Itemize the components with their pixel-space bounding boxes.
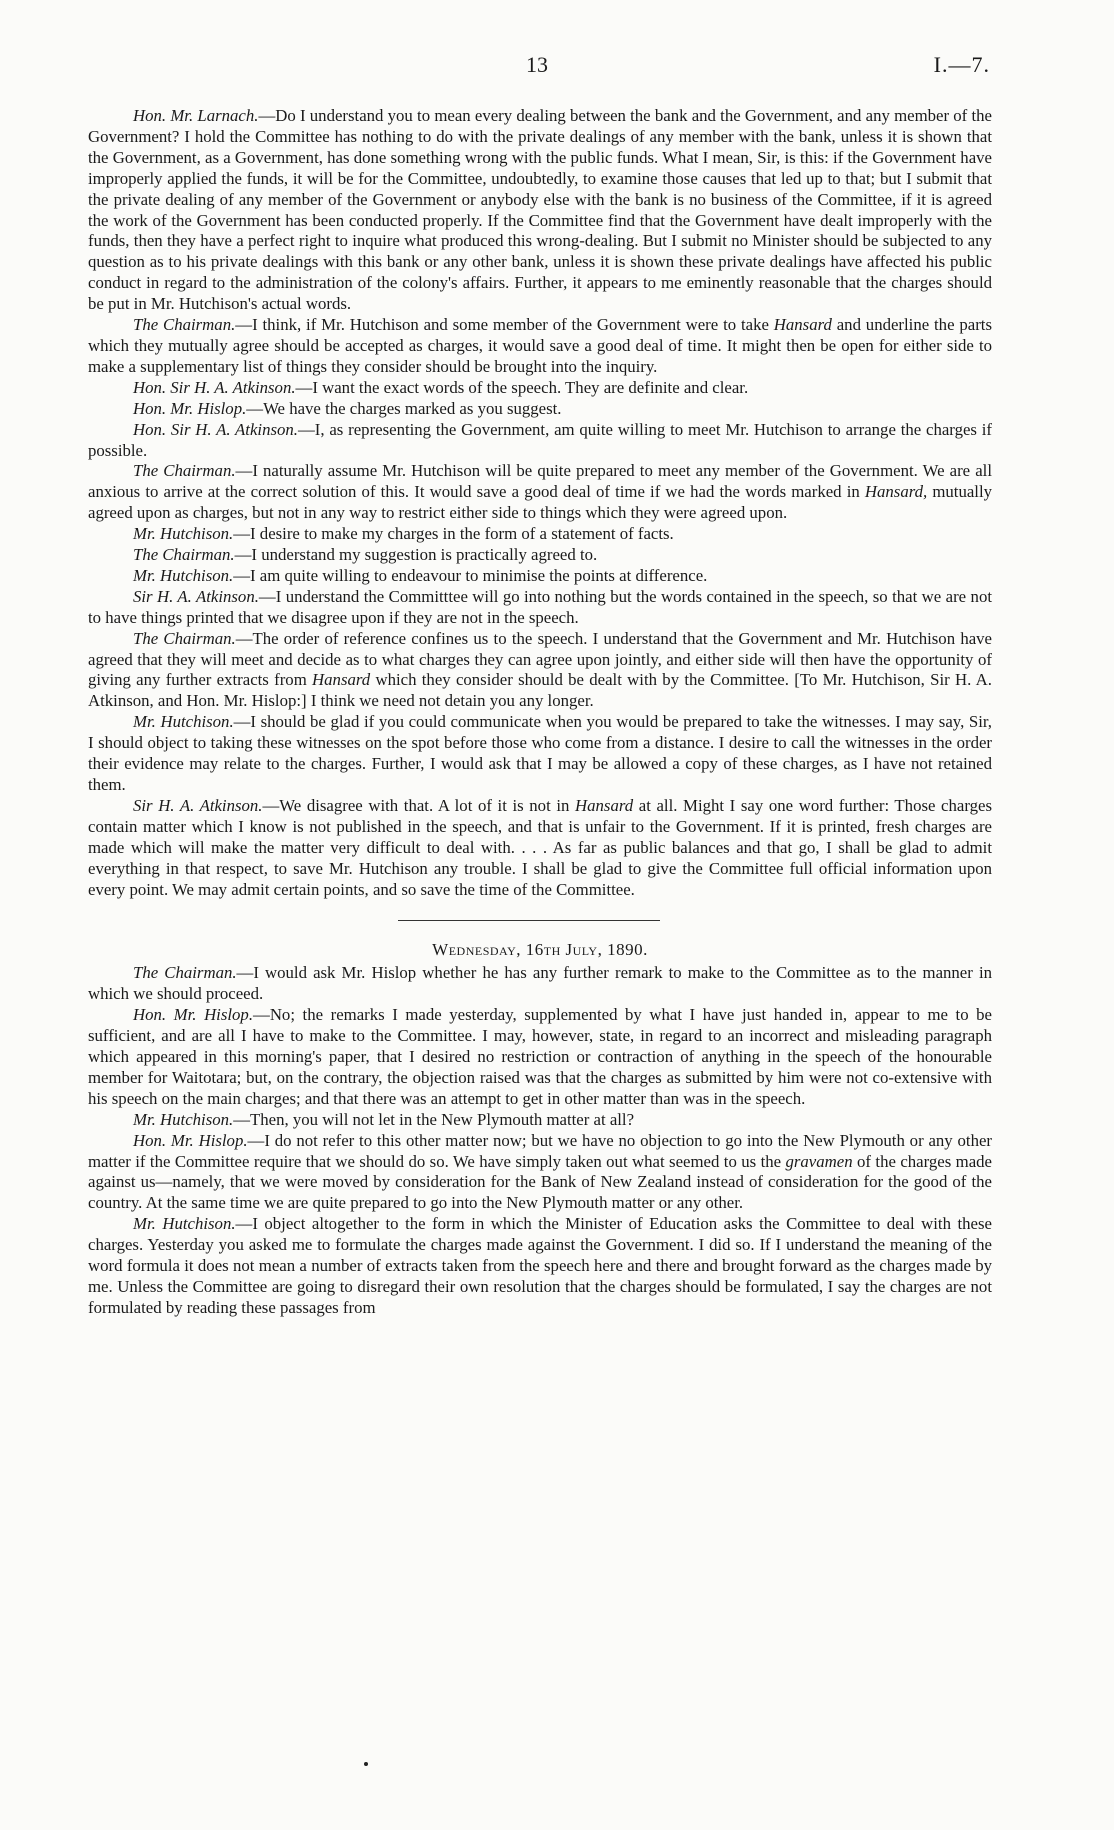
paragraph xyxy=(88,378,992,399)
speech-text: —I do not refer to this other matter now; but we have no objection to go into the New Plymouth or any other matter if the Committee require that we should do so. We have simply taken out what seemed to us the xyxy=(88,1130,993,1171)
paragraph xyxy=(88,461,992,524)
paragraph xyxy=(88,712,992,796)
paragraph xyxy=(88,629,992,713)
speech-text: —I naturally assume Mr. Hutchison will be quite prepared to meet any member of the Government. We are all anxious to arrive at the correct solution of this. It would save a good deal of time if we had the words marked in xyxy=(88,461,993,502)
speech-text: —I understand my suggestion is practically agreed to. xyxy=(234,545,598,565)
paragraph xyxy=(88,1214,992,1319)
speaker-name: The Chairman. xyxy=(133,545,235,565)
speaker-name: Hon. Mr. Larnach. xyxy=(133,106,259,125)
italic-term: Hansard, xyxy=(864,482,928,502)
speaker-name: The Chairman. xyxy=(133,315,236,335)
paragraph xyxy=(88,315,992,378)
italic-term: Hansard xyxy=(312,670,371,690)
speech-text: —Then, you will not let in the New Plymouth matter at all? xyxy=(233,1109,635,1129)
speech-text: and underline the parts which they mutually agree should be accepted as charges, it would save a good deal of time. It might then be open for either side to make a supplementary list of things they consider should be brought into the inquiry. xyxy=(88,315,992,376)
speaker-name: Mr. Hutchison. xyxy=(133,1109,234,1129)
speaker-name: Mr. Hutchison. xyxy=(133,712,234,732)
speech-text: which they consider should be dealt with by the Committee. [To Mr. Hutchison, Sir H. A. Atkinson, and Hon. Mr. Hislop:] I think we need not detain you any longer. xyxy=(88,670,992,711)
speech-text: —I, as representing the Government, am quite willing to meet Mr. Hutchison to arrange the charges if possible. xyxy=(88,419,992,460)
paragraph xyxy=(88,545,992,566)
paragraph xyxy=(88,587,992,629)
paragraph xyxy=(88,796,992,901)
speech-text: of the charges made against us—namely, that we were moved by consideration for the Bank of New Zealand instead of consideration for the good of the country. At the same time we are quite prepared to go into the New Plymouth matter or any other. xyxy=(88,1151,993,1213)
paragraph xyxy=(88,524,992,545)
speech-text: —The order of reference confines us to the speech. I understand that the Government and Mr. Hutchison have agreed that they will meet and decide as to what charges they can agree upon jointly, and either side will then have the opportunity of giving any further extracts from xyxy=(88,628,992,690)
speech-text: —I think, if Mr. Hutchison and some member of the Government were to take xyxy=(235,315,774,335)
speaker-name: Sir H. A. Atkinson. xyxy=(133,586,259,606)
section-divider xyxy=(398,920,660,921)
italic-term: Hansard xyxy=(773,315,832,335)
speech-text: mutually agreed upon as charges, but not in any way to restrict either side to things which they were agreed upon. xyxy=(88,482,993,523)
speech-text: —I understand the Committtee will go into nothing but the words contained in the speech, so that we are not to have things printed that we disagree upon if they are not in the speech. xyxy=(88,586,992,627)
speaker-name: Mr. Hutchison. xyxy=(133,524,234,544)
speech-text: —Do I understand you to mean every dealing between the bank and the Government, and any member of the Government? I hold the Committee has nothing to do with the private dealings of any member with the bank, unless it is shown that the Government, as a Government, has done something wrong with the public funds. What I mean, Sir, is this: if the Government have improperly applied the funds, it will be for the Committee, undoubtedly, to examine those causes that led up to that; but I submit that the private dealing of any member of the Government or anybody else with the bank is no business of the Committee, if it is agreed the work of the Government has been conducted properly. If the Committee find that the Government have dealt improperly with the funds, then they have a perfect right to inquire what produced this wrong-dealing. But I submit no Minister should be subjected to any question as to his private dealings with this bank or any other bank, unless it is shown these private dealings have affected his public conduct in regard to the administration of the colony's affairs. Further, it appears to me eminently reasonable that the charges should be put in Mr. Hutchison's actual words. xyxy=(88,106,992,314)
speech-text: —I would ask Mr. Hislop whether he has any further remark to make to the Committee as to the manner in which we should proceed. xyxy=(88,963,992,1004)
speech-text: —We disagree with that. A lot of it is not in xyxy=(262,795,576,815)
document-reference: I.—7. xyxy=(933,52,990,77)
speaker-name: The Chairman. xyxy=(133,628,236,648)
date-heading: Wednesday, 16th July, 1890. xyxy=(432,940,648,960)
speaker-name: Hon. Mr. Hislop. xyxy=(133,398,247,418)
paragraph xyxy=(88,963,992,1005)
speech-text: —No; the remarks I made yesterday, supplemented by what I have just handed in, appear to me to be sufficient, and are all I have to make to the Committee. I may, however, state, in regard to an incorrect and misleading paragraph which appeared in this morning's paper, that I desired no restriction or contraction of anything in the speech of the honourable member for Waitotara; but, on the contrary, the objection raised was that the charges as submitted by him were not co-extensive with his speech on the main charges; and that there was an attempt to get in other matter than was in the speech. xyxy=(88,1005,993,1108)
speaker-name: Mr. Hutchison. xyxy=(133,1214,236,1234)
speaker-name: Mr. Hutchison. xyxy=(133,565,234,585)
paragraph xyxy=(88,1110,992,1131)
speaker-name: Hon. Mr. Hislop. xyxy=(133,1130,248,1150)
speaker-name: Hon. Sir H. A. Atkinson. xyxy=(133,377,296,397)
speaker-name: Hon. Mr. Hislop. xyxy=(133,1005,254,1025)
page-mark-dot xyxy=(364,1762,368,1766)
speaker-name: Sir H. A. Atkinson. xyxy=(133,795,263,815)
speaker-name: The Chairman. xyxy=(133,963,237,983)
paragraph xyxy=(88,106,992,315)
speech-text: —We have the charges marked as you suggest. xyxy=(246,398,562,418)
paragraph xyxy=(88,1005,992,1110)
speech-text: —I am quite willing to endeavour to minimise the points at difference. xyxy=(233,565,708,585)
paragraph xyxy=(88,1131,992,1215)
speech-text: at all. Might I say one word further: Those charges contain matter which I know is not published in the speech, and that is unfair to the Government. If it is printed, fresh charges are made which will make the matter very difficult to deal with. . . . As far as public balances and that go, I shall be glad to admit everything in that respect, to save Mr. Hutchison any trouble. I shall be glad to give the Committee full official information upon every point. We may admit certain points, and so save the time of the Committee. xyxy=(88,795,992,899)
page-number: 13 xyxy=(526,52,548,77)
italic-term: Hansard xyxy=(575,795,634,815)
italic-term: gravamen xyxy=(785,1151,853,1171)
speech-text: —I want the exact words of the speech. They are definite and clear. xyxy=(295,377,749,397)
page-header xyxy=(0,52,1114,84)
speech-text: —I should be glad if you could communicate when you would be prepared to take the witnesses. I may say, Sir, I should object to taking these witnesses on the spot before those who come from a distance. I desire to call the witnesses in the order their evidence may relate to the charges. Further, I would ask that I may be allowed a copy of these charges, as I have not retained them. xyxy=(88,712,992,794)
speech-text: —I desire to make my charges in the form of a statement of facts. xyxy=(233,524,674,544)
paragraph xyxy=(88,420,992,462)
speech-text: —I object altogether to the form in which the Minister of Education asks the Committee to deal with these charges. Yesterday you asked me to formulate the charges made against the Government. I did so. If I understand the meaning of the word formula it does not mean a number of extracts taken from the speech here and there and brought forward as the charges made by me. Unless the Committee are going to disregard their own resolution that the charges should be formulated, I say the charges are not formulated by reading these passages from xyxy=(88,1214,992,1317)
paragraph xyxy=(88,566,992,587)
speaker-name: Hon. Sir H. A. Atkinson. xyxy=(133,419,298,439)
paragraph xyxy=(88,399,992,420)
speaker-name: The Chairman. xyxy=(133,461,236,481)
body-text xyxy=(88,106,992,1319)
